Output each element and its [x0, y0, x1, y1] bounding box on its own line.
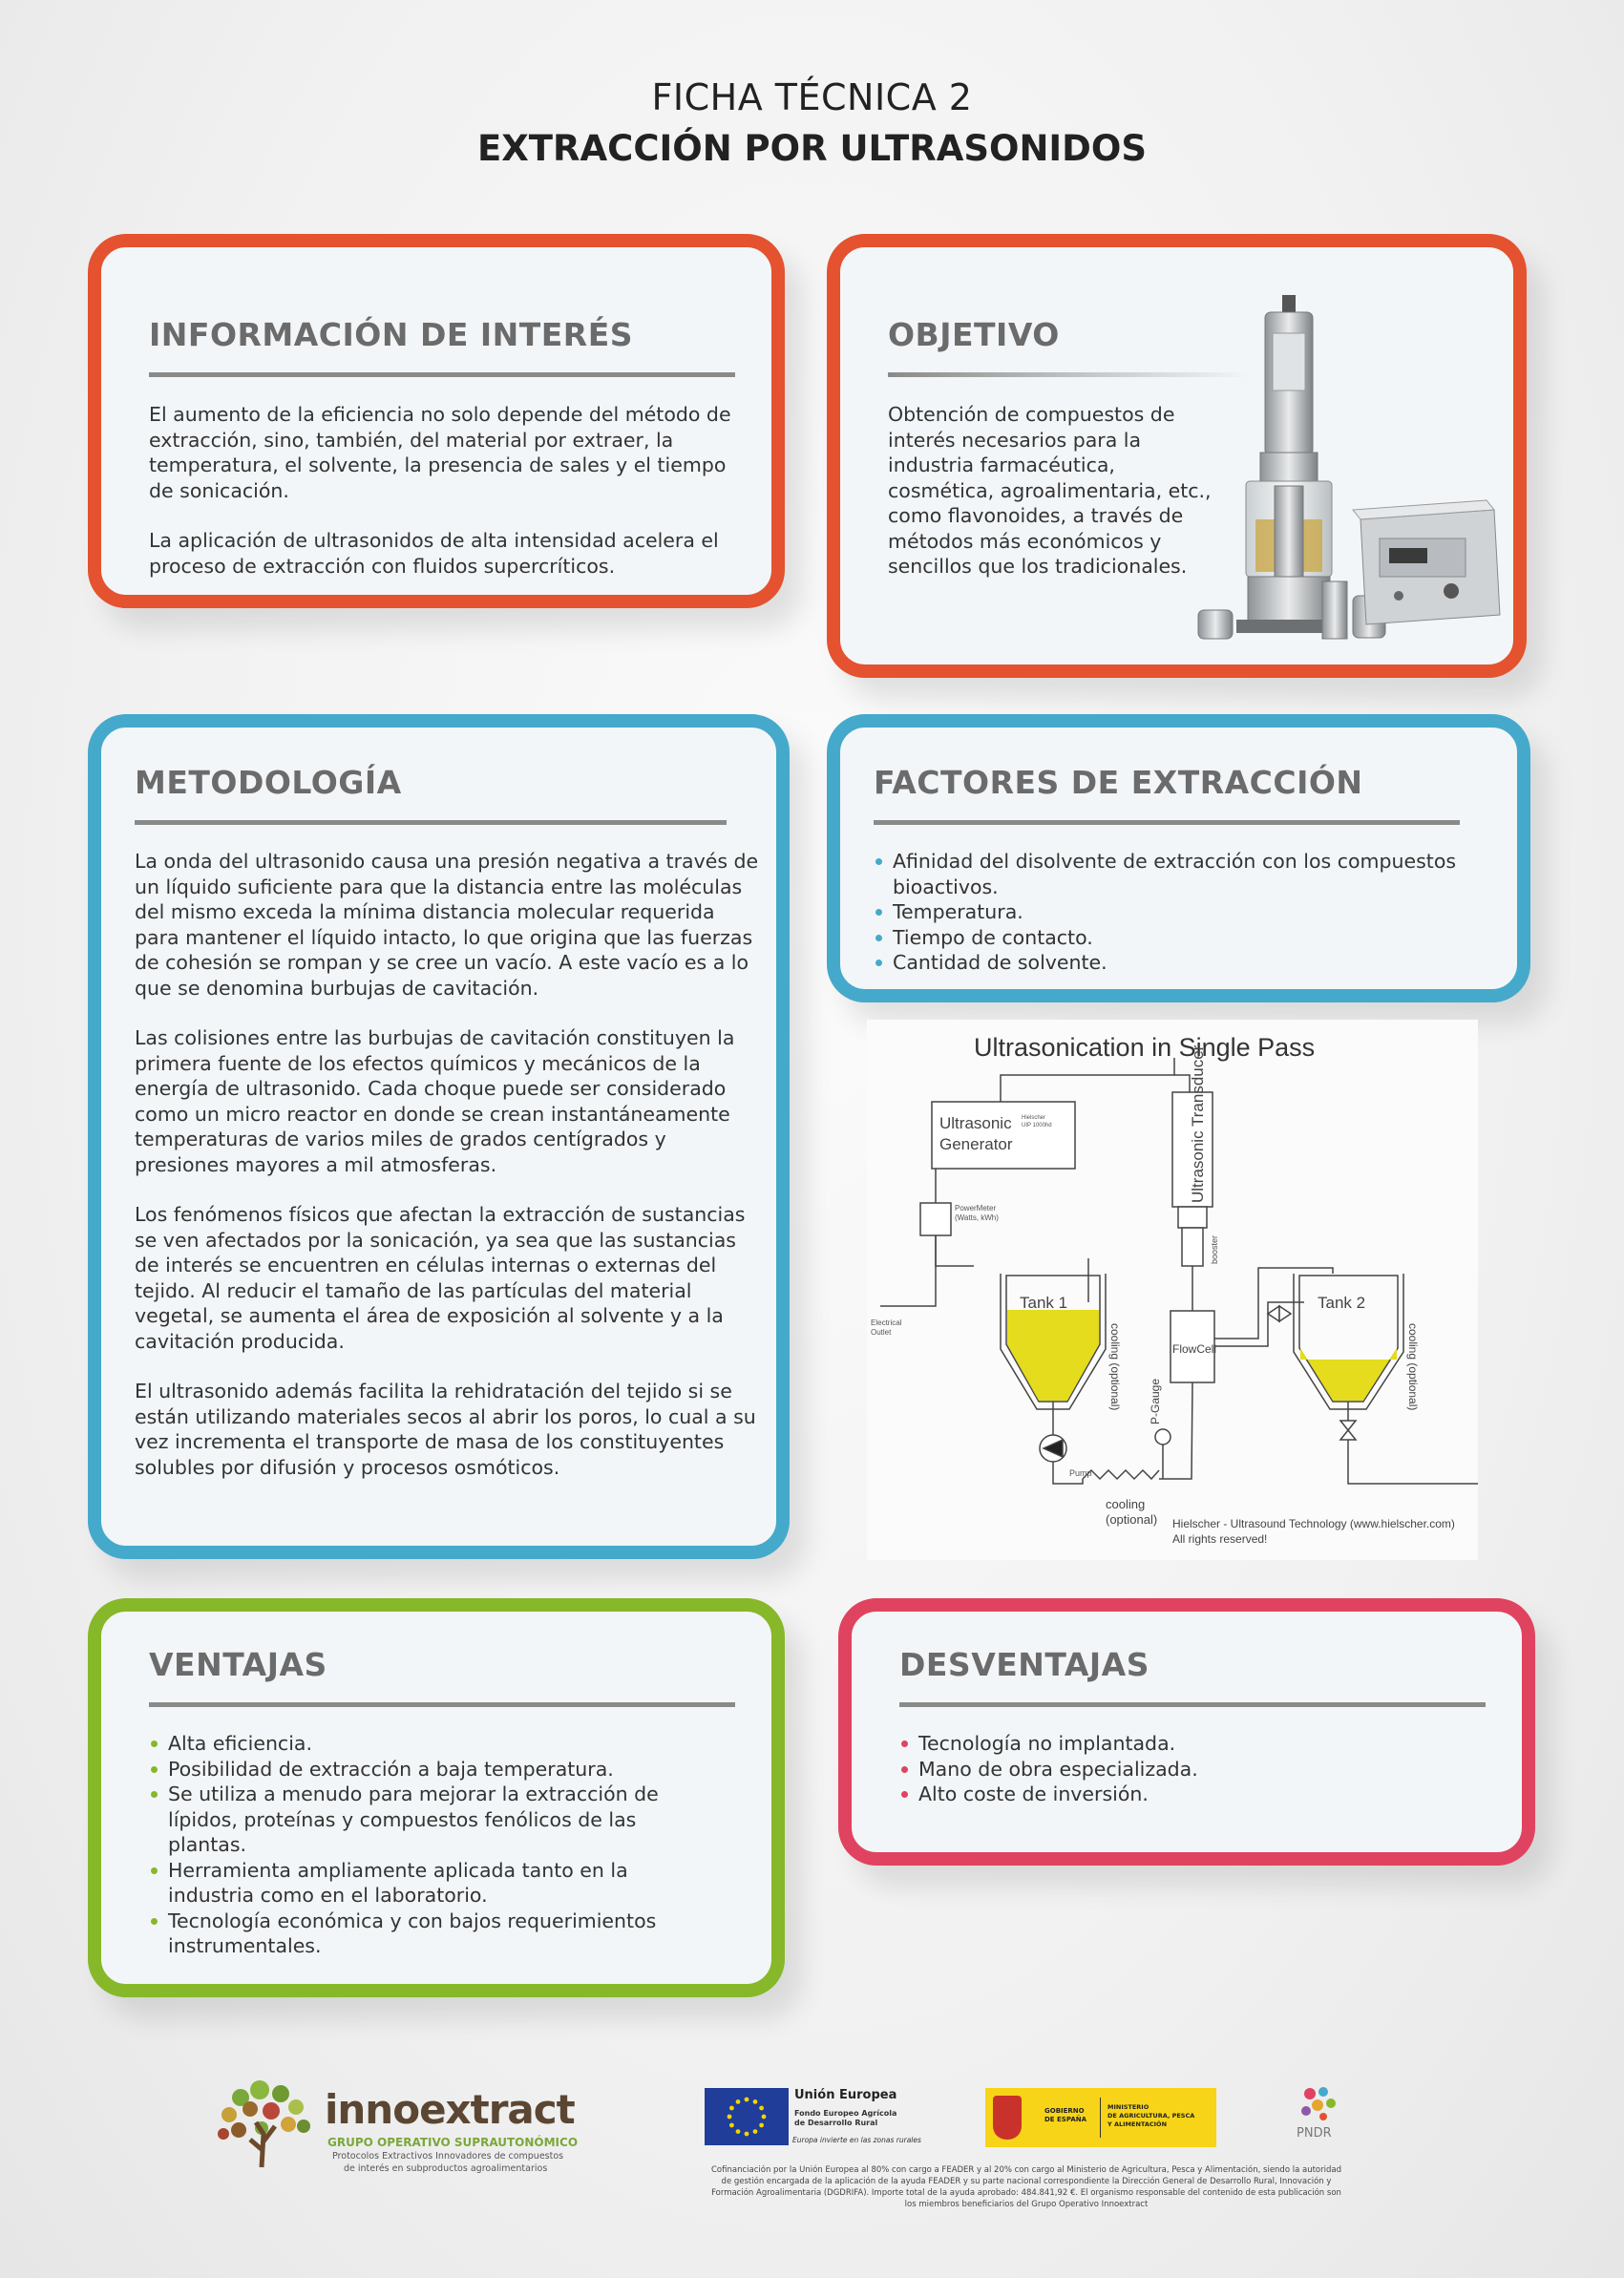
- spain-coat-of-arms-icon: [993, 2096, 1022, 2140]
- factors-divider: [874, 820, 1460, 825]
- list-item: Temperatura.: [874, 899, 1466, 925]
- advantages-heading: VENTAJAS: [149, 1646, 327, 1683]
- list-item: Afinidad del disolvente de extracción con los compuestos bioactivos.: [874, 849, 1466, 899]
- gobierno-logo: [985, 2088, 1216, 2147]
- cofinancing-line: de gestión encargada de la aplicación de la ayuda FEADER y su parte nacional correspondiente la Dirección General de Desarrollo Rural, Innovación y: [721, 2177, 1332, 2186]
- factors-body: [874, 849, 1466, 976]
- cofinancing-line: Cofinanciación por la Unión Europea al 80% con cargo a FEADER y al 20% con cargo al Ministerio de Agricultura, Pesca y Alimentación, siendo la autoridad: [711, 2165, 1341, 2175]
- methodology-heading: METODOLOGÍA: [135, 764, 402, 801]
- brand-inno: inno: [325, 2086, 420, 2133]
- methodology-body: [135, 849, 765, 1505]
- electrical-outlet-label: Outlet: [871, 1328, 892, 1337]
- list-item: Herramienta ampliamente aplicada tanto en la industria como en el laboratorio.: [149, 1858, 684, 1909]
- generator-small-label: UIP 1000hd: [1022, 1123, 1052, 1128]
- advantages-divider: [149, 1702, 735, 1707]
- list-item: Tecnología económica y con bajos requerimientos instrumentales.: [149, 1909, 684, 1959]
- ministerio-text: Y ALIMENTACIÓN: [1107, 2120, 1168, 2128]
- brand-group: GRUPO OPERATIVO SUPRAUTONÓMICO: [327, 2136, 579, 2149]
- eu-motto: Europa invierte en las zonas rurales: [792, 2136, 921, 2144]
- eu-flag-icon: [705, 2088, 789, 2145]
- methodology-paragraph: Las colisiones entre las burbujas de cavitación constituyen la primera fuente de los efectos químicos y mecánicos de la energía de ultrasonido. Cada choque puede ser considerado como un micro reactor en donde se crean instantáneamente temperaturas de varios miles de grados centígrados y presiones mayores a mil atmosferas.: [135, 1026, 735, 1176]
- innoextract-logo: [325, 2086, 575, 2133]
- advantages-body: [149, 1731, 684, 1959]
- info-body: [149, 402, 731, 603]
- info-heading: INFORMACIÓN DE INTERÉS: [149, 316, 634, 353]
- tank2-liquid: [1300, 1348, 1397, 1401]
- gobierno-text: GOBIERNO: [1044, 2107, 1085, 2115]
- tank1-liquid: [1007, 1310, 1099, 1401]
- disadvantages-card: [838, 1598, 1535, 1866]
- innoextract-tree-icon: [212, 2077, 317, 2172]
- diagram-title: Ultrasonication in Single Pass: [974, 1033, 1316, 1062]
- cofinancing-line: los miembros beneficiarios del Grupo Operativo Innoextract: [904, 2200, 1149, 2209]
- objective-body: [888, 402, 1222, 604]
- pgauge-label: P-Gauge: [1149, 1378, 1162, 1424]
- gobierno-text: DE ESPAÑA: [1044, 2116, 1087, 2123]
- page-title: FICHA TÉCNICA 2: [651, 76, 973, 118]
- methodology-divider: [135, 820, 727, 825]
- factors-card: [827, 714, 1530, 1002]
- eu-fund: Fondo Europeo Agrícola: [794, 2109, 897, 2118]
- generator-small-label: Hielscher: [1022, 1115, 1046, 1121]
- info-paragraph: El aumento de la eficiencia no solo depende del método de extracción, sino, también, del material por extraer, la temperatura, el solvente, la presencia de sales y el tiempo de sonicación.: [149, 403, 731, 502]
- flowcell-label: FlowCell: [1172, 1342, 1217, 1356]
- cooling-label: cooling (optional): [1406, 1323, 1420, 1411]
- list-item: Se utiliza a menudo para mejorar la extracción de lípidos, proteínas y compuestos fenólicos de las plantas.: [149, 1782, 684, 1858]
- booster-label: booster: [1210, 1234, 1219, 1264]
- ultrasonic-device-image: [1179, 295, 1504, 667]
- ultrasonication-diagram: [867, 1020, 1478, 1560]
- methodology-card: [88, 714, 790, 1559]
- cofinancing-line: Formación Agroalimentaria (DGDRIFA). Importe total de la ayuda aprobado: 484.841,92 €. El organismo responsable del contenido de esta publicación son: [711, 2188, 1341, 2198]
- tank1-label: Tank 1: [1020, 1294, 1068, 1312]
- pndr-logo-icon: [1295, 2084, 1340, 2122]
- electrical-outlet-label: Electrical: [871, 1318, 902, 1327]
- diagram-credit: Hielscher - Ultrasound Technology (www.hielscher.com): [1172, 1517, 1455, 1530]
- ministerio-text: DE AGRICULTURA, PESCA: [1107, 2112, 1195, 2120]
- info-card: [88, 234, 785, 608]
- pndr-label: PNDR: [1297, 2126, 1332, 2141]
- disadvantages-list: [899, 1731, 1434, 1807]
- info-paragraph: La aplicación de ultrasonidos de alta intensidad acelera el proceso de extracción con fluidos supercríticos.: [149, 529, 719, 578]
- disadvantages-divider: [899, 1702, 1486, 1707]
- gobierno-divider: [1100, 2098, 1101, 2138]
- info-divider: [149, 372, 735, 377]
- tank2-label: Tank 2: [1318, 1294, 1366, 1312]
- methodology-paragraph: Los fenómenos físicos que afectan la extracción de sustancias se ven afectados por la sonicación, ya sea que las sustancias de interés se encuentren en células internas o externas del tejido. Al reducir el tamaño de las partículas del material vegetal, se aumenta el área de exposición al solvente y a la cavitación producida.: [135, 1203, 746, 1353]
- eu-fund: de Desarrollo Rural: [794, 2119, 878, 2127]
- diagram-credit: All rights reserved!: [1172, 1532, 1268, 1546]
- powermeter-label: (Watts, kWh): [955, 1213, 999, 1222]
- eu-title: Unión Europea: [794, 2088, 897, 2102]
- list-item: Alto coste de inversión.: [899, 1782, 1434, 1807]
- pump-label: Pump: [1069, 1468, 1092, 1478]
- transducer-label: Ultrasonic Transducer: [1189, 1044, 1207, 1203]
- brand-tagline: de interés en subproductos agroalimentarios: [344, 2163, 548, 2174]
- list-item: Mano de obra especializada.: [899, 1757, 1434, 1782]
- objective-text: Obtención de compuestos de interés necesarios para la industria farmacéutica, cosmética, agroalimentaria, etc., como flavonoides, a través de métodos más económicos y sencillos que los tradicionales.: [888, 403, 1212, 578]
- objective-heading: OBJETIVO: [888, 316, 1060, 353]
- disadvantages-body: [899, 1731, 1434, 1807]
- cooling-bottom-label: cooling: [1106, 1497, 1146, 1511]
- methodology-paragraph: El ultrasonido además facilita la rehidratación del tejido si se están utilizando materiales secos al abrir los poros, lo cual a su vez incrementa el transporte de masa de los constituyentes solubles por difusión y procesos osmóticos.: [135, 1380, 756, 1479]
- list-item: Alta eficiencia.: [149, 1731, 684, 1757]
- cooling-bottom-label: (optional): [1106, 1512, 1158, 1527]
- brand-tagline: Protocolos Extractivos Innovadores de compuestos: [332, 2151, 564, 2162]
- factors-heading: FACTORES DE EXTRACCIÓN: [874, 764, 1363, 801]
- brand-extract: extract: [419, 2086, 575, 2133]
- cofinancing-note: [668, 2164, 1384, 2210]
- generator-label: Generator: [939, 1135, 1013, 1153]
- methodology-paragraph: La onda del ultrasonido causa una presión negativa a través de un líquido suficiente para que la distancia entre las moléculas del mismo exceda la mínima distancia molecular requerida para mantener el líquido intacto, lo que origina que las fuerzas de cohesión se rompan y se cree un vacío. A este vacío es a lo que se denomina burbujas de cavitación.: [135, 850, 759, 1000]
- list-item: Posibilidad de extracción a baja temperatura.: [149, 1757, 684, 1782]
- page-subtitle: EXTRACCIÓN POR ULTRASONIDOS: [477, 128, 1147, 169]
- ministerio-text: MINISTERIO: [1107, 2103, 1149, 2111]
- factors-list: [874, 849, 1466, 976]
- cooling-label: cooling (optional): [1108, 1323, 1122, 1411]
- objective-card: [827, 234, 1527, 678]
- generator-label: Ultrasonic: [939, 1114, 1012, 1132]
- advantages-list: [149, 1731, 684, 1959]
- list-item: Cantidad de solvente.: [874, 950, 1466, 976]
- advantages-card: [88, 1598, 785, 1997]
- disadvantages-heading: DESVENTAJAS: [899, 1646, 1149, 1683]
- footer: [0, 2077, 1624, 2267]
- list-item: Tiempo de contacto.: [874, 925, 1466, 951]
- powermeter-label: PowerMeter: [955, 1204, 997, 1213]
- list-item: Tecnología no implantada.: [899, 1731, 1434, 1757]
